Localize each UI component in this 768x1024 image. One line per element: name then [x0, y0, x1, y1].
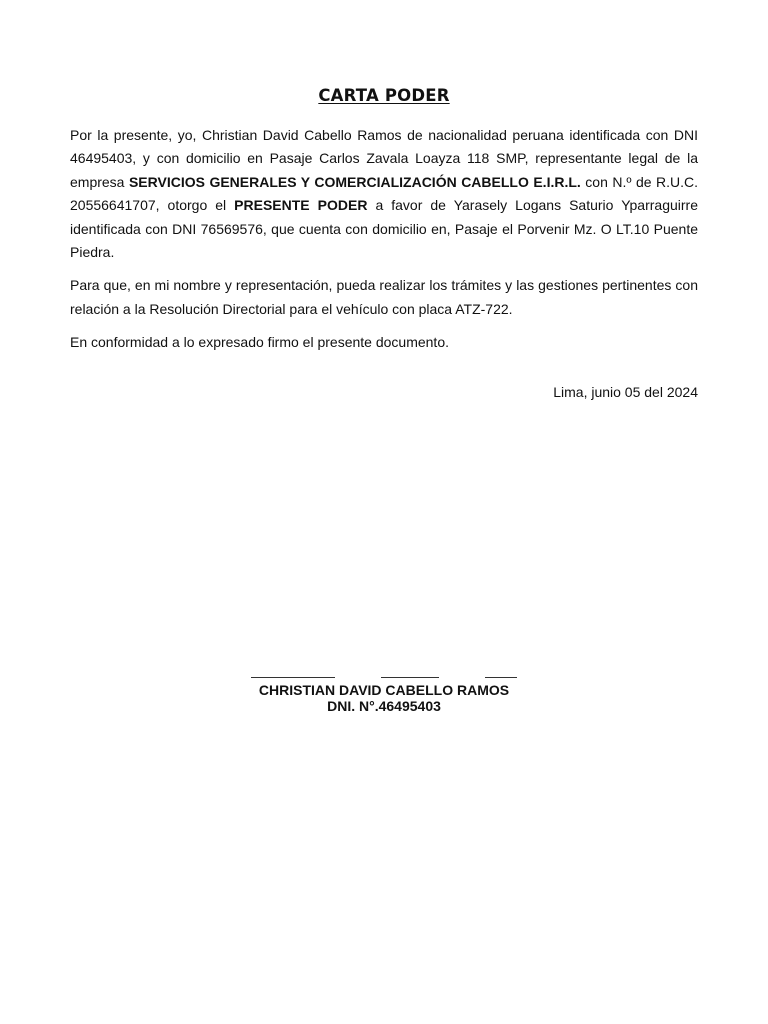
paragraph-conformity: En conformidad a lo expresado firmo el presente documento. — [70, 334, 449, 351]
document-body — [70, 124, 698, 365]
paragraph-grant-text-2: con N.º de R.U.C. 20556641707, otorgo el — [70, 173, 699, 214]
paragraph-grant-text-3: a favor de Yarasely Logans Saturio Yparraguirre identificada con DNI 76569576, que cuenta con domicilio en, Pasaje el Porvenir Mz. O LT.10 Puente Piedra. — [70, 197, 698, 261]
company-name: SERVICIOS GENERALES Y COMERCIALIZACIÓN CABELLO E.I.R.L. — [128, 173, 581, 190]
document-date: Lima, junio 05 del 2024 — [553, 384, 698, 400]
paragraph-grant-text-1: Por la presente, yo, Christian David Cabello Ramos de nacionalidad peruana identificada con DNI 46495403, y con domicilio en Pasaje Carlos Zavala Loayza 118 SMP, representante legal de la empresa — [70, 127, 698, 190]
signatory-dni: DNI. N°.46495403 — [327, 698, 441, 714]
paragraph-purpose: Para que, en mi nombre y representación, pueda realizar los trámites y las gestiones pertinentes con relación a la Resolución Directorial para el vehículo con placa ATZ-722. — [70, 277, 698, 317]
document-title: CARTA PODER — [318, 86, 450, 105]
signatory-name: CHRISTIAN DAVID CABELLO RAMOS — [258, 682, 510, 698]
presente-poder-emphasis: PRESENTE PODER — [234, 197, 368, 214]
paragraph-grant — [70, 124, 698, 264]
